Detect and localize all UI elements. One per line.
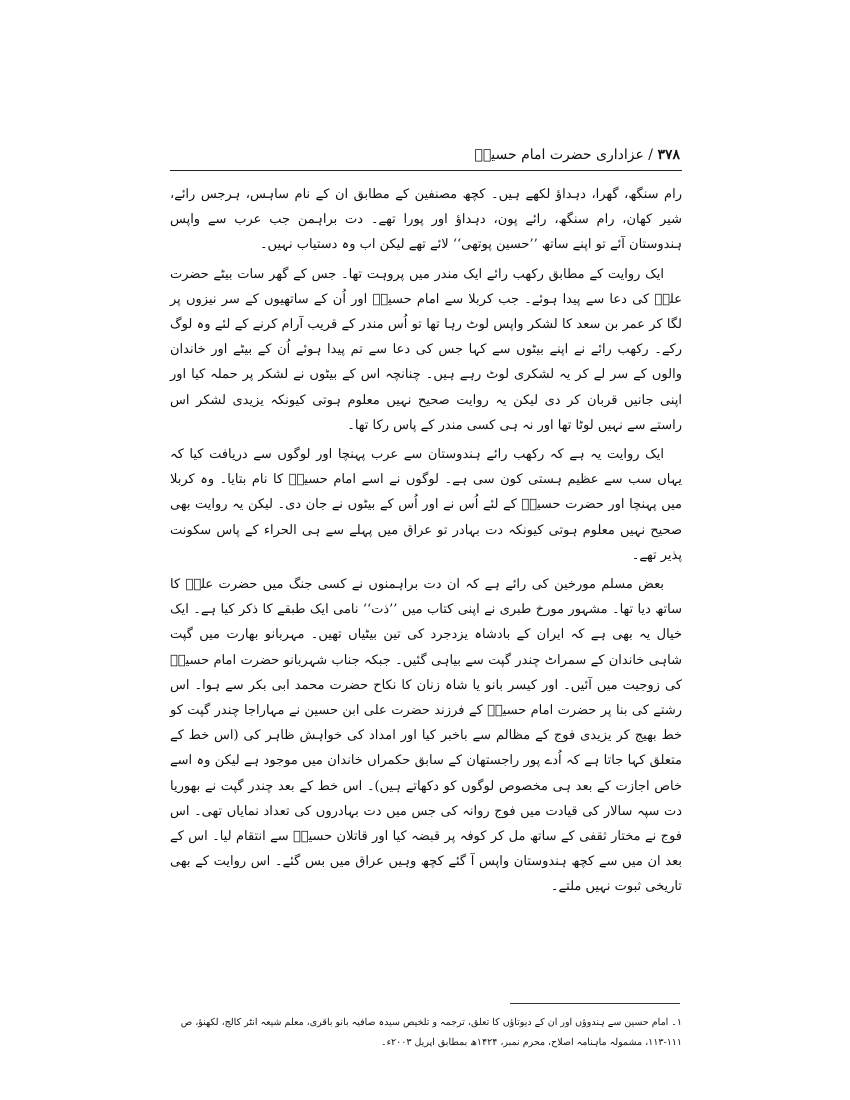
paragraph: ایک روایت یہ ہے کہ رکھب رائے ہندوستان سے عرب پہنچا اور لوگوں سے دریافت کیا کہ یہاں سب سے عظیم ہستی کون سی ہے۔ لوگوں نے اسے امام حسینؑ کا نام بتایا۔ وہ کربلا میں پہنچا اور حضرت حسینؑ کے لئے اُس نے اور اُس کے بیٹوں نے جان دی۔ لیکن یہ روایت بھی صحیح نہیں معلوم ہوتی کیونکہ دت بہادر تو عراق میں پہلے سے ہی الحراء کے پاس سکونت پذیر تھے۔ <box>170 447 682 563</box>
paragraph: بعض مسلم مورخین کی رائے ہے کہ ان دت براہمنوں نے کسی جنگ میں حضرت علیؑ کا ساتھ دیا تھا۔ مشہور مورخ طبری نے اپنی کتاب میں ’’ذت‘‘ نامی ایک طبقے کا ذکر کیا ہے۔ ایک خیال یہ بھی ہے کہ ایران کے بادشاہ یزدجرد کی تین بیٹیاں تھیں۔ مہربانو بھارت میں گپت شاہی خاندان کے سمراٹ چندر گپت سے بیاہی گئیں۔ جبکہ جناب شہربانو حضرت امام حسینؑ کی زوجیت میں آئیں۔ اور کیسر بانو یا شاہ زنان کا نکاح حضرت محمد ابی بکر سے ہوا۔ اس رشتے کی بنا پر حضرت امام حسینؑ کے فرزند حضرت علی ابن حسین نے مہاراجا چندر گپت کو خط بھیج کر یزیدی فوج کے مظالم سے باخبر کیا اور امداد کی خواہش ظاہر کی (اس خط کے متعلق کہا جاتا ہے کہ اُدے پور راجستھان کے سابق حکمراں خاندان میں موجود ہے لیکن وہ اسے خاص اجازت کے بعد ہی مخصوص لوگوں کو دکھاتے ہیں)۔ اس خط کے بعد چندر گپت نے بھوریا دت سپہ سالار کی قیادت میں فوج روانہ کی جس میں دت بہادروں کی تعداد نمایاں تھی۔ اس فوج نے مختار ثقفی کے ساتھ مل کر کوفہ پر قبضہ کیا اور قاتلان حسینؑ سے انتقام لیا۔ اس کے بعد ان میں سے کچھ ہندوستان واپس آ گئے کچھ وہیں عراق میں بس گئے۔ اس روایت کے بھی تاریخی ثبوت نہیں ملتے۔ <box>170 577 682 895</box>
body-text <box>170 182 682 904</box>
running-header <box>474 146 680 164</box>
header-separator: / <box>643 147 658 163</box>
footnote: ۱۔ امام حسین سے ہندوؤں اور ان کے دیوتاؤں کا تعلق، ترجمہ و تلخیص سیدہ صافیہ بانو باقری، معلم شیعہ انٹر کالج، لکھنؤ، ص ۱۱۱-۱۱۳، مشمولہ ماہنامہ اصلاح، محرم نمبر، ۱۴۲۴ھ بمطابق اپریل ۲۰۰۳ء۔ <box>180 1017 682 1048</box>
book-title: عزاداری حضرت امام حسینؑ <box>474 147 644 163</box>
page-number: ۳۷۸ <box>657 147 680 163</box>
paragraph: رام سنگھ، گھرا، دہداؤ لکھے ہیں۔ کچھ مصنفین کے مطابق ان کے نام ساہس، ہرجس رائے، شیر کھان، رام سنگھ، رائے پون، دہداؤ اور پورا تھے۔ دت براہمن جب عرب سے واپس ہندوستان آئے تو اپنے ساتھ ’’حسین پوتھی‘‘ لائے تھے لیکن اب وہ دستیاب نہیں۔ <box>170 187 682 253</box>
paragraph: ایک روایت کے مطابق رکھب رائے ایک مندر میں پروہت تھا۔ جس کے گھر سات بیٹے حضرت علیؑ کی دعا سے پیدا ہوئے۔ جب کربلا سے امام حسینؑ اور اُن کے ساتھیوں کے سر نیزوں پر لگا کر عمر بن سعد کا لشکر واپس لوٹ رہا تھا تو اُس مندر کے قریب آرام کرنے کے لئے وہ لوگ رکے۔ رکھب رائے نے اپنے بیٹوں سے کہا جس کی دعا سے تم پیدا ہوئے اُن کے بیٹے اور خاندان والوں کے سر لے کر یہ لشکری لوٹ رہے ہیں۔ چنانچہ اس کے بیٹوں نے لشکر پر حملہ کیا اور اپنی جانیں قربان کر دی لیکن یہ روایت صحیح نہیں معلوم ہوتی کیونکہ یزیدی لشکر اس راستے سے نہیں لوٹا تھا اور نہ ہی کسی مندر کے پاس رکا تھا۔ <box>170 266 683 433</box>
footnote-rule <box>510 1003 680 1004</box>
header-rule <box>170 170 682 171</box>
